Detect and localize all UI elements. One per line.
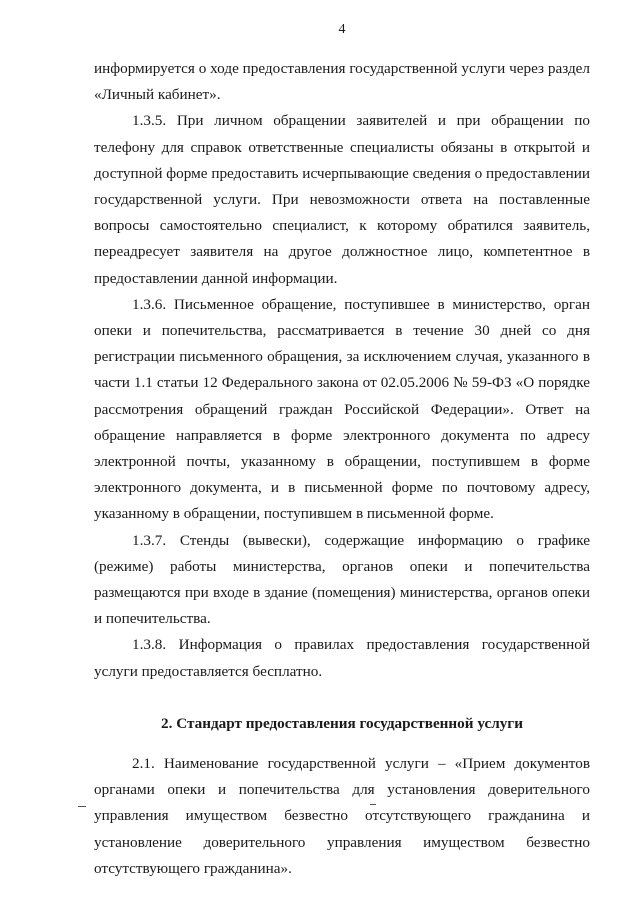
paragraph-2-1: 2.1. Наименование государственной услуги – «Прием документов органами опеки и попечительства для установления доверительного управления имуществом безвестно отсутствующего гражданина и установление доверительного управления имуществом безвестно отсутствующего гражданина». bbox=[94, 755, 590, 877]
paragraph-1-3-8: 1.3.8. Информация о правилах предоставления государственной услуги предоставляется бесплатно. bbox=[94, 636, 590, 680]
paragraph-1-3-6: 1.3.6. Письменное обращение, поступившее в министерство, орган опеки и попечительства, рассматривается в течение 30 дней со дня регистрации письменного обращения, за исключением случая, указанного в части 1.1 статьи 12 Федерального закона от 02.05.2006 № 59-ФЗ «О порядке рассмотрения обращений граждан Российской Федерации». Ответ на обращение направляется в форме электронного документа по адресу электронной почты, указанному в обращении, поступившем в форме электронного документа, и в письменной форме по почтовому адресу, указанному в обращении, поступившем в письменной форме. bbox=[94, 295, 590, 523]
scan-mark-left bbox=[78, 806, 86, 807]
page-number: 4 bbox=[338, 22, 346, 37]
document-body bbox=[94, 56, 590, 882]
paragraph-1-3-7: 1.3.7. Стенды (вывески), содержащие информацию о графике (режиме) работы министерства, органов опеки и попечительства размещаются при входе в здание (помещения) министерства, органов опеки и попечительства. bbox=[94, 531, 590, 628]
scan-mark-right bbox=[370, 804, 376, 805]
paragraph-1-3-5: 1.3.5. При личном обращении заявителей и при обращении по телефону для справок ответственные специалисты обязаны в открытой и доступной форме предоставить исчерпывающие сведения о предоставлении государственной услуги. При невозможности ответа на поставленные вопросы самостоятельно специалист, к которому обратился заявитель, переадресует заявителя на другое должностное лицо, компетентное в предоставлении данной информации. bbox=[94, 112, 590, 287]
paragraph-continuation: информируется о ходе предоставления государственной услуги через раздел «Личный кабинет». bbox=[94, 60, 590, 104]
section-heading: 2. Стандарт предоставления государственной услуги bbox=[161, 714, 523, 732]
